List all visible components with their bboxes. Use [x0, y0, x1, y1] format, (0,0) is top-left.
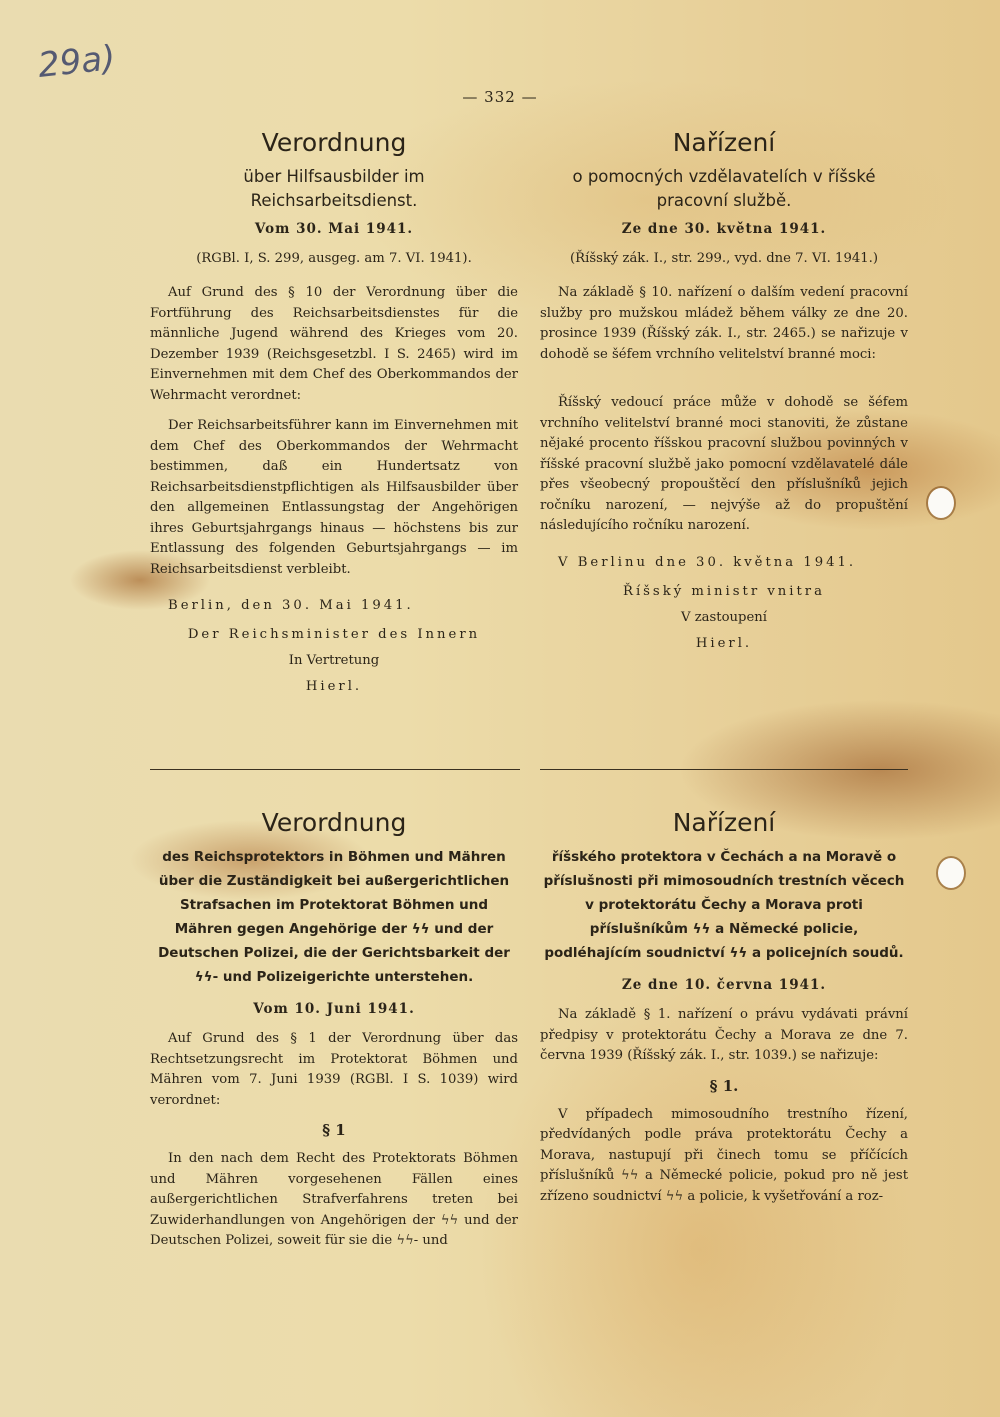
ordinance-place-date: Berlin, den 30. Mai 1941.: [168, 598, 414, 613]
ordinance-preamble: Auf Grund des § 10 der Verordnung über die Fortführung des Reichsarbeitsdienstes für die männliche Jugend während des Krieges vom 20. Dezember 1939 (Reichsgesetzbl. I S. 2465) wird im Einvernehmen mit dem Chef des Oberkommandos der Wehrmacht verordnet:: [150, 285, 518, 403]
section-mark: § 1.: [709, 1076, 739, 1095]
separator-right: [540, 769, 908, 770]
ordinance-body: Říšský vedoucí práce může v dohodě se šéfem vrchního velitelství branné moci stanoviti, že zůstane nějaké procento říšskou pracovní službou povinných v říšské pracovní službě jako pomocní vzdělavatelé dále přes všeobecný propouštěcí den příslušníků jejich ročníku narození, — nejvýše až do propuštění následujícího ročníku narození.: [540, 395, 908, 533]
section-mark: § 1: [322, 1121, 346, 1139]
ordinance-body: V případech mimosoudního trestního řízení, předvídaných podle práva protektorátu Čechy a Morava, nastupují při činech tomu se příčících příslušníků ϟϟ a Německé policie, pokud pro ně jest zřízeno soudnictví ϟϟ a policie, k vyšetřování a roz-: [540, 1106, 908, 1204]
ordinance-body: Der Reichsarbeitsführer kann im Einvernehmen mit dem Chef des Oberkommandos der Wehrmacht bestimmen, daß ein Hundertsatz von Reichsarbeitsdienstpflichtigen als Hilfsausbilder über den allgemeinen Entlassungstag der Angehörigen ihres Geburtsjahrgangs hinaus — höchstens bis zur Entlassung des folgenden Geburtsjahrgangs — im Reichsarbeitsdienst verbleibt.: [150, 418, 518, 577]
ordinance-subtitle: des Reichsprotektors in Böhmen und Mähren über die Zuständigkeit bei außergerichtlichen Strafsachen im Protektorat Böhmen und Mähren gegen Angehörige der ϟϟ und der Deutschen Polizei, die der Gerichtsbarkeit der ϟϟ- und Polizeigerichte unterstehen.: [158, 849, 510, 985]
handwritten-note: 29a): [36, 38, 118, 86]
punch-hole-lower: [938, 858, 964, 888]
ordinance-subtitle: über Hilfsausbilder im Reichsarbeitsdienst.: [243, 167, 425, 210]
ordinance-body: In den nach dem Recht des Protektorats Böhmen und Mähren vorgesehenen Fällen eines außergerichtlichen Strafverfahrens treten bei Zuwiderhandlungen von Angehörigen der ϟϟ und der Deutschen Polizei, soweit für sie die ϟϟ- und: [150, 1151, 518, 1248]
czech-ordinance-2: [540, 808, 908, 1217]
punch-hole-upper: [928, 488, 954, 518]
german-ordinance-1: [150, 128, 518, 705]
ordinance-date: Vom 30. Mai 1941.: [254, 221, 414, 237]
ordinance-title: Nařízení: [672, 128, 776, 157]
german-ordinance-2: [150, 808, 518, 1262]
ordinance-date: Vom 10. Juni 1941.: [253, 1001, 415, 1017]
ordinance-preamble: Na základě § 1. nařízení o právu vydávati právní předpisy v protektorátu Čechy a Morava ze dne 7. června 1939 (Říšský zák. I., str. 1039.) se nařizuje:: [540, 1007, 908, 1063]
ordinance-preamble: Na základě § 10. nařízení o dalším vedení pracovní služby pro mužskou mládež během války ze dne 20. prosince 1939 (Říšský zák. I., str. 2465.) se nařizuje v dohodě se šéfem vrchního velitelství branné moci:: [540, 285, 908, 362]
ordinance-citation: (Říšský zák. I., str. 299., vyd. dne 7. VI. 1941.): [570, 251, 878, 266]
ordinance-signature: Hierl.: [305, 679, 363, 694]
separator-left: [150, 769, 520, 770]
ordinance-deputy: V zastoupení: [681, 609, 767, 625]
ordinance-subtitle: o pomocných vzdělavatelích v říšské pracovní službě.: [572, 167, 876, 210]
ordinance-title: Nařízení: [672, 808, 776, 837]
ordinance-date: Ze dne 10. června 1941.: [621, 977, 827, 993]
ordinance-subtitle: říšského protektora v Čechách a na Moravě o příslušnosti při mimosoudních trestních věcech v protektorátu Čechy a Morava proti příslušníkům ϟϟ a Německé policie, podléhajícím soudnictví ϟϟ a policejních soudů.: [543, 849, 905, 961]
ordinance-title: Verordnung: [261, 808, 407, 837]
page-number: — 332 —: [462, 88, 538, 106]
ordinance-preamble: Auf Grund des § 1 der Verordnung über das Rechtsetzungsrecht im Protektorat Böhmen und Mähren vom 7. Juni 1939 (RGBl. I S. 1039) wird verordnet:: [150, 1031, 518, 1108]
ordinance-deputy: In Vertretung: [288, 653, 380, 668]
ordinance-title: Verordnung: [261, 128, 407, 157]
ordinance-place-date: V Berlinu dne 30. května 1941.: [558, 554, 857, 570]
ordinance-signature: Hierl.: [695, 635, 753, 651]
czech-ordinance-1: [540, 128, 908, 662]
ordinance-minister: Říšský ministr vnitra: [623, 583, 825, 599]
ordinance-minister: Der Reichsminister des Innern: [187, 627, 481, 642]
ordinance-date: Ze dne 30. května 1941.: [621, 221, 827, 237]
ordinance-citation: (RGBl. I, S. 299, ausgeg. am 7. VI. 1941).: [196, 251, 472, 266]
